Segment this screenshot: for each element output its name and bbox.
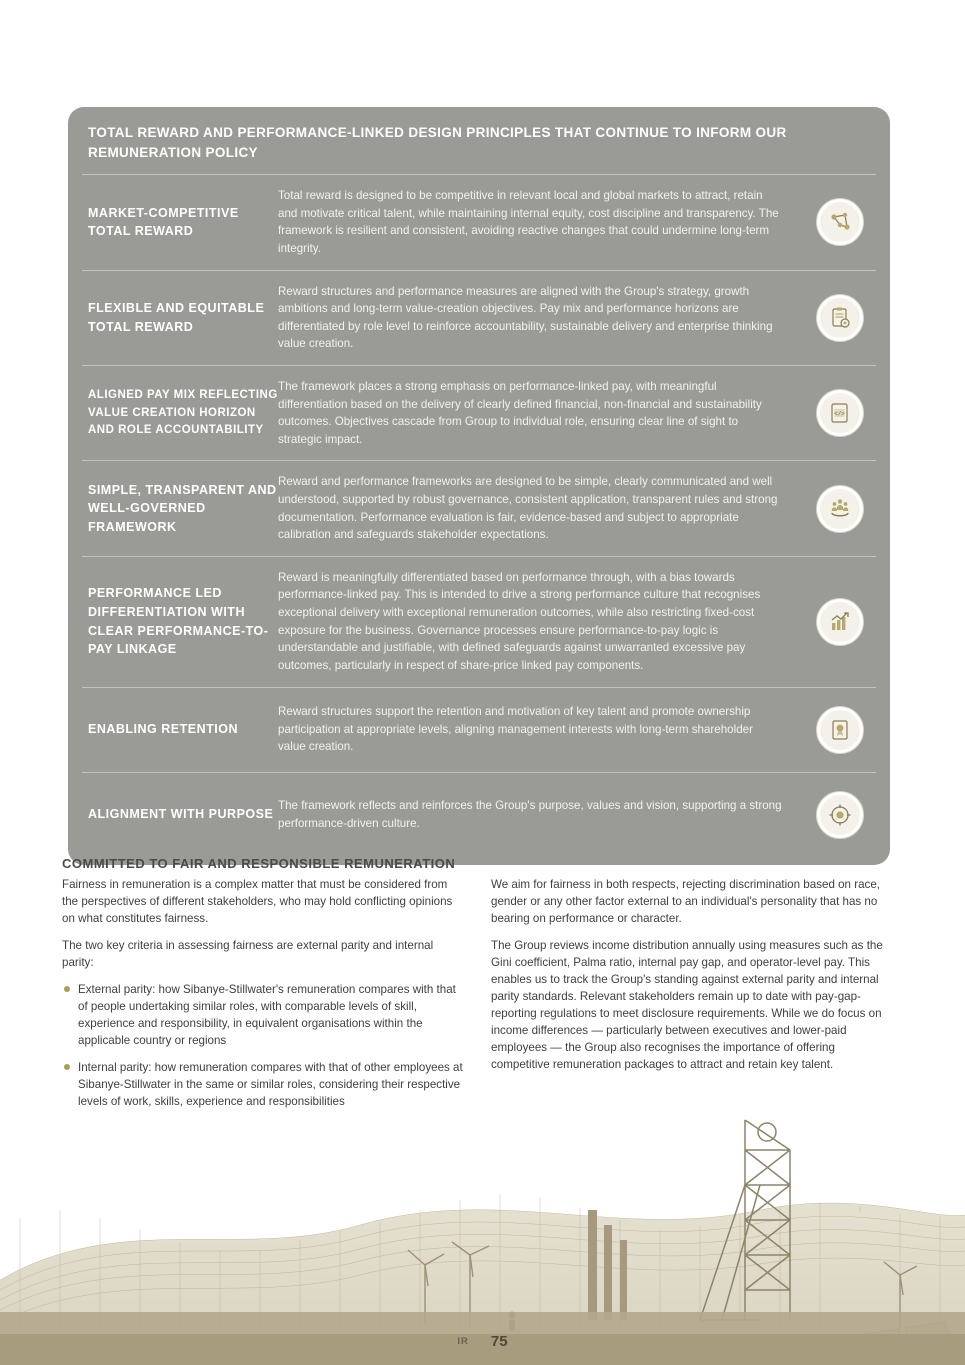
clipboard-gear-icon [816, 294, 864, 342]
principle-label: ALIGNMENT WITH PURPOSE [88, 807, 274, 822]
page-footer [0, 1317, 965, 1365]
principle-row [82, 174, 876, 269]
fair-column-right [491, 876, 892, 1120]
principle-icon-wrap [804, 473, 876, 543]
left-paragraph-2: The two key criteria in assessing fairness are external parity and internal parity: [62, 939, 434, 970]
principle-row [82, 365, 876, 460]
right-paragraph-2: The Group reviews income distribution annually using measures such as the Gini coefficient, Palma ratio, internal pay gap, and operator-level pay. This enables us to track the Group's standing against external parity and internal parity standards. Relevant stakeholders remain up to date with pay-gap-reporting regulations to meet disclosure requirements. While we do focus on income differences — particularly between executives and lower-paid employees — the Group also recognises the importance of offering competitive remuneration packages to attract and retain key talent. [491, 939, 883, 1072]
list-item: External parity: how Sibanye-Stillwater's remuneration compares with that of people undertaking similar roles, with comparable levels of skill, experience and responsibility, in equivalent organisations within the applicable country or regions [62, 981, 463, 1049]
fair-column-left [62, 876, 463, 1120]
fair-remuneration-heading: COMMITTED TO FAIR AND RESPONSIBLE REMUNERATION [62, 856, 456, 871]
principle-icon-wrap [804, 569, 876, 675]
fair-remuneration-columns [62, 876, 892, 1120]
principle-text: Reward structures and performance measures are aligned with the Group's strategy, growth ambitions and long-term value-creation objectives. Pay mix and performance horizons are differentiated by role level to reinforce accountability, sustainable delivery and enterprise thinking value creation. [278, 284, 773, 351]
network-nodes-icon [816, 198, 864, 246]
left-paragraph-1: Fairness in remuneration is a complex matter that must be considered from the perspectives of different stakeholders, who may hold conflicting opinions on what constitutes fairness. [62, 878, 453, 926]
principle-text: Reward and performance frameworks are designed to be simple, clearly communicated and well understood, supported by robust governance, consistent application, transparent rules and strong documentation. Performance evaluation is fair, evidence-based and subject to appropriate calibration and safeguards stakeholder expectations. [278, 475, 778, 542]
principle-icon-wrap [804, 785, 876, 845]
principle-icon-wrap [804, 187, 876, 257]
footer-report-label: IR [457, 1335, 469, 1347]
page-number: 75 [490, 1332, 508, 1350]
principle-text: Reward structures support the retention and motivation of key talent and promote ownership participation at appropriate levels, aligning management interests with long-term shareholder value creation. [278, 705, 753, 754]
principle-row [82, 772, 876, 857]
hand-people-icon [816, 485, 864, 533]
code-document-icon [816, 389, 864, 437]
principles-list [68, 174, 890, 856]
footer-illustration [0, 1090, 965, 1365]
svg-text:</>: </> [834, 410, 845, 418]
principle-row [82, 556, 876, 687]
compass-target-icon [816, 791, 864, 839]
bar-chart-growth-icon [816, 598, 864, 646]
certificate-badge-icon [816, 706, 864, 754]
principle-label: ENABLING RETENTION [88, 722, 238, 737]
principle-label: MARKET-COMPETITIVE TOTAL REWARD [88, 205, 239, 239]
principle-text: Total reward is designed to be competitive in relevant local and global markets to attract, retain and motivate critical talent, while maintaining internal equity, cost discipline and transparency. The framework is resilient and consistent, avoiding reactive changes that could undermine long-term integrity. [278, 189, 779, 255]
principle-text: The framework places a strong emphasis on performance-linked pay, with meaningful differentiation based on the delivery of clearly defined financial, non-financial and sustainability outcomes. Objectives cascade from Group to individual role, ensuring clear line of sight to strategic impact. [278, 380, 762, 446]
right-paragraph-1: We aim for fairness in both respects, rejecting discrimination based on race, gender or any other factor external to an individual's personality that has no bearing on performance or character. [491, 878, 881, 926]
principle-icon-wrap [804, 700, 876, 760]
principle-icon-wrap [804, 283, 876, 353]
principle-label: ALIGNED PAY MIX REFLECTING VALUE CREATION HORIZON AND ROLE ACCOUNTABILITY [88, 389, 278, 436]
principle-icon-wrap [804, 378, 876, 448]
principle-text: The framework reflects and reinforces the Group's purpose, values and vision, supporting a strong performance-driven culture. [278, 798, 782, 830]
principle-row [82, 270, 876, 365]
principle-label: SIMPLE, TRANSPARENT AND WELL-GOVERNED FRAMEWORK [88, 482, 277, 535]
principle-text: Reward is meaningfully differentiated based on performance through, with a bias towards performance-linked pay. This is intended to drive a strong performance culture that recognises exceptional delivery with exceptional remuneration outcomes, while also restricting fixed-cost exposure for the business. Governance processes ensure performance-to-pay logic is understandable and justifiable, with defined safeguards against unwarranted excessive pay outcomes, particularly in respect of share-price linked pay components. [278, 570, 761, 672]
panel-title: TOTAL REWARD AND PERFORMANCE-LINKED DESIGN PRINCIPLES THAT CONTINUE TO INFORM OUR REMUNERATION POLICY [88, 125, 787, 160]
principle-row [82, 687, 876, 772]
principle-label: PERFORMANCE LED DIFFERENTIATION WITH CLEAR PERFORMANCE-TO-PAY LINKAGE [88, 586, 269, 657]
design-principles-panel [68, 107, 890, 865]
principle-label: FLEXIBLE AND EQUITABLE TOTAL REWARD [88, 301, 265, 334]
principle-row [82, 460, 876, 555]
list-item: Internal parity: how remuneration compares with that of other employees at Sibanye-Stillwater in the same or similar roles, considering their respective levels of work, skills, experience and responsibilities [62, 1059, 463, 1110]
